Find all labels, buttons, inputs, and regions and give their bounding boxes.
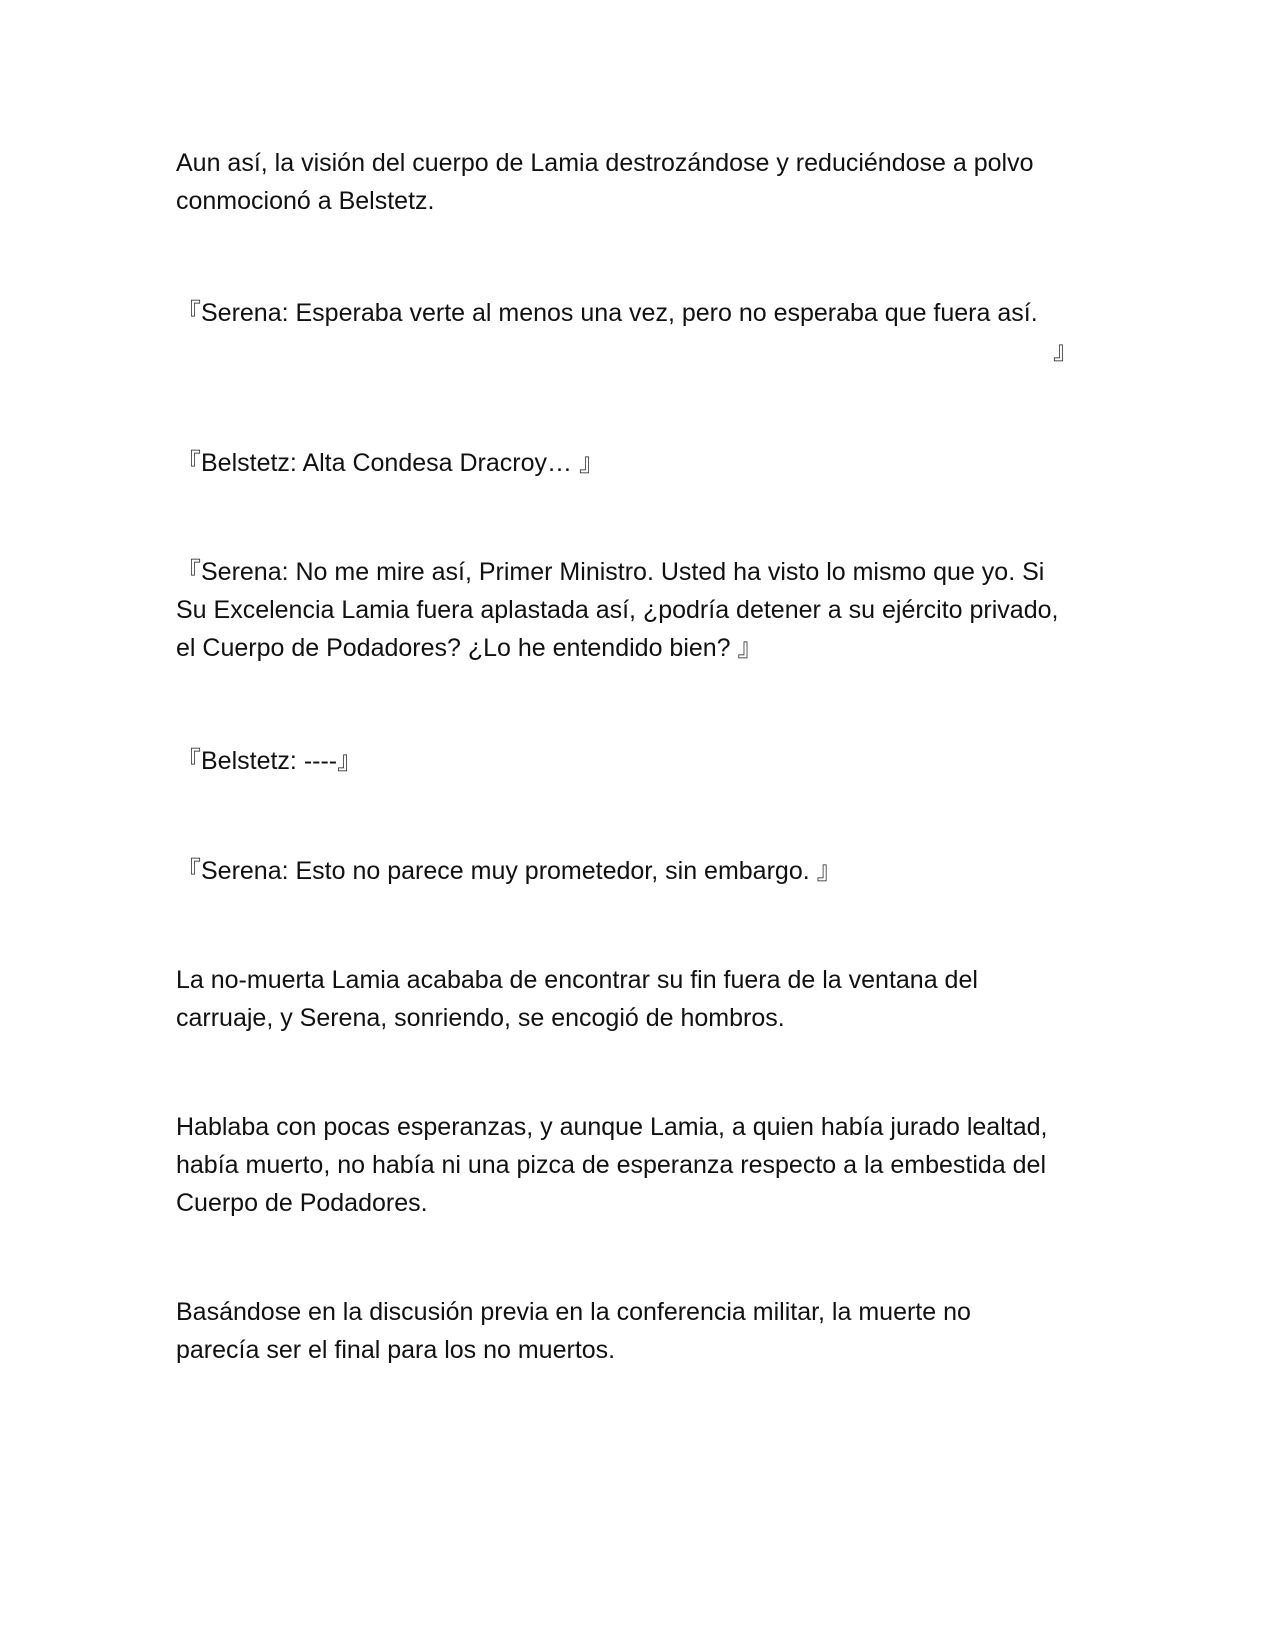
paragraph-narration-3: [176, 1293, 1106, 1369]
text-line: 『Belstetz: ----』: [176, 747, 363, 775]
text-line: conmocionó a Belstetz.: [176, 187, 435, 215]
text-line: 『Serena: Esperaba verte al menos una vez, pero no esperaba que fuera así.: [176, 299, 1038, 327]
text-line: Su Excelencia Lamia fuera aplastada así, ¿podría detener a su ejército privado,: [176, 596, 1059, 624]
paragraph-1: [176, 144, 1106, 220]
paragraph-narration-2: [176, 1108, 1106, 1222]
dialogue-serena-1: [176, 294, 1106, 370]
dialogue-belstetz-2: [176, 742, 1106, 780]
text-line: carruaje, y Serena, sonriendo, se encogió de hombros.: [176, 1004, 785, 1032]
text-line: Aun así, la visión del cuerpo de Lamia destrozándose y reduciéndose a polvo: [176, 149, 1034, 177]
text-line: Hablaba con pocas esperanzas, y aunque Lamia, a quien había jurado lealtad,: [176, 1113, 1048, 1141]
paragraph-narration-1: [176, 961, 1106, 1037]
text-line: 『Serena: Esto no parece muy prometedor, sin embargo. 』: [176, 857, 842, 885]
text-line: 『Belstetz: Alta Condesa Dracroy… 』: [176, 449, 604, 477]
text-line: Cuerpo de Podadores.: [176, 1189, 428, 1217]
dialogue-serena-2: [176, 553, 1106, 667]
text-line: parecía ser el final para los no muertos.: [176, 1336, 616, 1364]
dialogue-belstetz-1: [176, 444, 1106, 482]
text-line: 『Serena: No me mire así, Primer Ministro. Usted ha visto lo mismo que yo. Si: [176, 558, 1045, 586]
text-line: Basándose en la discusión previa en la conferencia militar, la muerte no: [176, 1298, 971, 1326]
text-line: había muerto, no había ni una pizca de esperanza respecto a la embestida del: [176, 1151, 1047, 1179]
dialogue-serena-3: [176, 852, 1106, 890]
text-line: el Cuerpo de Podadores? ¿Lo he entendido bien? 』: [176, 634, 763, 662]
text-line: La no-muerta Lamia acababa de encontrar su fin fuera de la ventana del: [176, 966, 978, 994]
closing-bracket: 』: [1052, 337, 1078, 365]
